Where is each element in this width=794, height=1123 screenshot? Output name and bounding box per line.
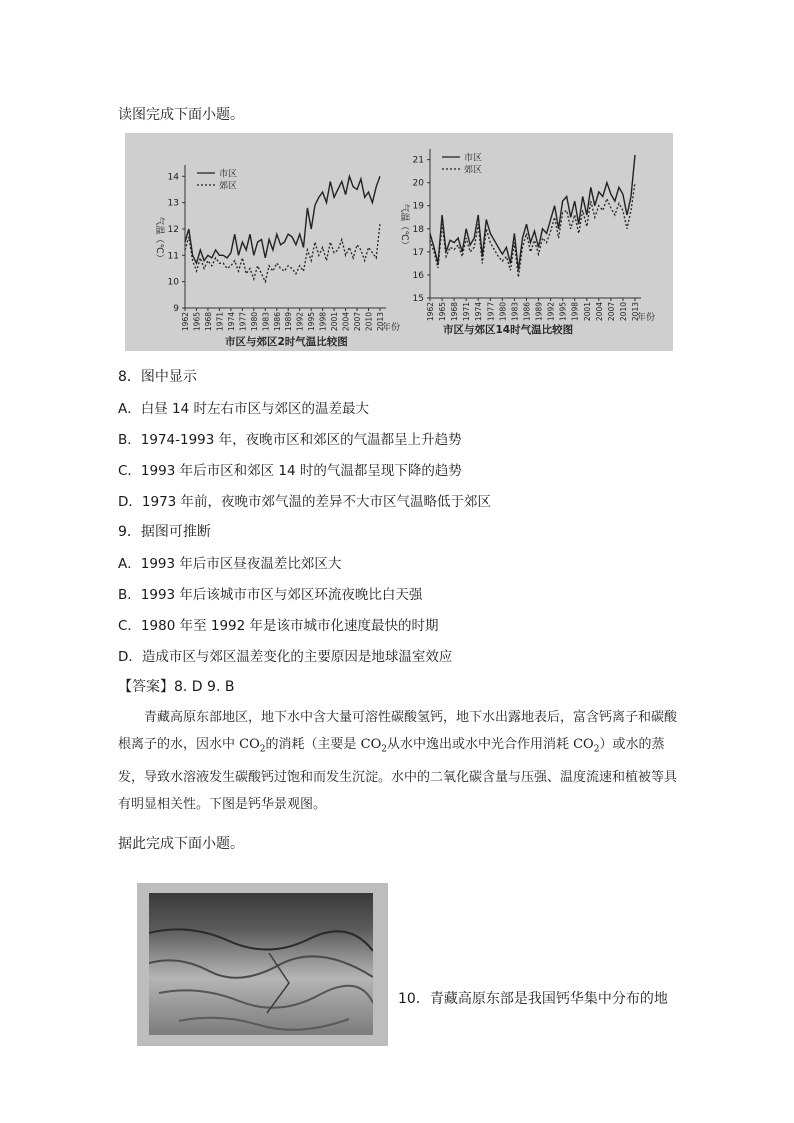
- q8-option-d: D．1973 年前，夜晚市郊气温的差异不大市区气温略低于郊区: [118, 494, 492, 510]
- right-chart-y-tick-label: 15: [412, 294, 424, 304]
- temperature-charts: [125, 133, 673, 351]
- right-chart-x-tick-label: 1980: [498, 302, 508, 322]
- right-chart-x-tick-label: 1971: [462, 302, 472, 322]
- right-chart-x-tick-label: 1989: [534, 302, 544, 322]
- q10-stem: 10．青藏高原东部是我国钙华集中分布的地: [398, 991, 668, 1007]
- left-chart-y-tick-label: 13: [167, 198, 179, 209]
- right-chart-x-unit: 年份: [637, 313, 656, 323]
- right-chart-x-tick-label: 1992: [546, 302, 556, 322]
- q8-option-a: A．白昼 14 时左右市区与郊区的温差最大: [118, 401, 369, 417]
- right-chart-y-tick-label: 19: [412, 201, 424, 212]
- left-chart-x-tick-label: 1962: [181, 312, 190, 332]
- q9-option-a: A．1993 年后市区昼夜温差比郊区大: [118, 556, 342, 572]
- right-chart-x-tick-label: 2004: [594, 302, 604, 322]
- right-chart-x-tick-label: 1968: [450, 302, 460, 322]
- intro-text: 读图完成下面小题。: [118, 107, 244, 123]
- right-chart-series-suburban-line: [430, 183, 635, 278]
- right-chart-y-tick-label: 17: [412, 247, 424, 258]
- right-chart-x-tick-label: 1974: [474, 302, 484, 322]
- right-chart-y-tick-label: 16: [412, 270, 424, 281]
- q9-option-c: C．1980 年至 1992 年是该市城市化速度最快的时期: [118, 618, 439, 634]
- left-chart-x-tick-label: 1989: [284, 312, 294, 332]
- right-chart-x-tick-label: 1998: [570, 302, 580, 322]
- travertine-photo: [137, 883, 388, 1046]
- left-chart-y-tick-label: 10: [167, 277, 179, 288]
- right-chart-x-tick-label: 1995: [558, 302, 568, 322]
- left-chart-legend-label-suburban: 郊区: [219, 181, 238, 192]
- instruction-text: 据此完成下面小题。: [118, 836, 244, 852]
- right-chart-x-tick-label: 2010: [618, 302, 628, 322]
- left-chart-x-tick-label: 2010: [364, 312, 374, 332]
- left-chart-x-tick-label: 1998: [318, 312, 328, 332]
- left-chart-x-tick-label: 1980: [249, 312, 259, 332]
- right-chart-y-label: 气温（℃）: [399, 203, 409, 250]
- right-chart-x-tick-label: 2007: [606, 302, 616, 322]
- left-chart-y-tick-label: 14: [167, 172, 179, 183]
- right-chart-legend-label-suburban: 郊区: [464, 165, 483, 176]
- q9-stem: 9．据图可推断: [118, 524, 211, 540]
- answer-line: 【答案】8. D 9. B: [118, 679, 235, 695]
- left-chart-legend-label-urban: 市区: [219, 169, 238, 180]
- left-chart-x-tick-label: 1971: [215, 312, 225, 332]
- left-chart-x-tick-label: 1968: [203, 312, 213, 332]
- left-chart-x-tick-label: 1986: [272, 312, 282, 332]
- right-chart-y-tick-label: 20: [412, 178, 424, 189]
- left-chart-x-unit: 年份: [382, 323, 401, 333]
- left-chart-x-tick-label: 2013: [376, 312, 385, 332]
- right-chart-x-tick-label: 2001: [582, 302, 592, 322]
- right-chart-x-tick-label: 1983: [510, 302, 520, 322]
- right-chart-y-tick-label: 18: [412, 224, 424, 235]
- right-chart-title: 市区与郊区14时气温比较图: [443, 324, 574, 336]
- right-chart-legend-label-urban: 市区: [464, 153, 483, 164]
- q8-option-c: C．1993 年后市区和郊区 14 时的气温都呈现下降的趋势: [118, 463, 462, 479]
- temperature-figure: [125, 133, 673, 351]
- left-chart-x-tick-label: 1992: [295, 312, 305, 332]
- left-chart-x-tick-label: 1983: [261, 312, 271, 332]
- left-chart-x-tick-label: 2007: [353, 312, 363, 332]
- left-chart-y-label: 气温（℃）: [154, 216, 164, 263]
- passage-paragraph: 青藏高原东部地区，地下水中含大量可溶性碳酸氢钙，地下水出露地表后，富含钙离子和碳酸根离子的水，因水中 $CO_2$的消耗（主要是 $CO_2$从水中逸出或水中光合作用消耗 $CO_2$）或水的蒸发，导致水溶液发生碳酸钙过饱和而发生沉淀。水中的二氧化碳含量与压强、温度流速和植被等具有明显相关性。下图是钙华景观图。: [118, 710, 678, 812]
- right-chart-x-tick-label: 2013: [631, 302, 640, 322]
- left-chart-title: 市区与郊区2时气温比较图: [225, 336, 348, 348]
- q9-option-b: B．1993 年后该城市市区与郊区环流夜晚比白天强: [118, 587, 423, 603]
- right-chart-x-tick-label: 1986: [522, 302, 532, 322]
- q8-stem: 8．图中显示: [118, 369, 197, 385]
- left-chart-x-tick-label: 2001: [330, 312, 340, 332]
- q9-option-d: D．造成市区与郊区温差变化的主要原因是地球温室效应: [118, 649, 453, 665]
- right-chart-series-urban-line: [430, 155, 635, 270]
- travertine-landscape-image: [149, 893, 373, 1035]
- left-chart-x-tick-label: 2004: [341, 312, 351, 332]
- left-chart-y-tick-label: 12: [167, 224, 179, 235]
- left-chart-y-tick-label: 9: [173, 304, 179, 314]
- right-chart-x-tick-label: 1965: [438, 302, 448, 322]
- left-chart-x-tick-label: 1974: [226, 312, 236, 332]
- left-chart-x-tick-label: 1965: [192, 312, 202, 332]
- right-chart-y-tick-label: 21: [412, 155, 424, 166]
- q8-option-b: B．1974-1993 年，夜晚市区和郊区的气温都呈上升趋势: [118, 432, 462, 448]
- right-chart-x-tick-label: 1962: [426, 302, 435, 322]
- left-chart-x-tick-label: 1995: [307, 312, 317, 332]
- left-chart-x-tick-label: 1977: [238, 312, 248, 332]
- right-chart-x-tick-label: 1977: [486, 302, 496, 322]
- left-chart-y-tick-label: 11: [167, 251, 179, 262]
